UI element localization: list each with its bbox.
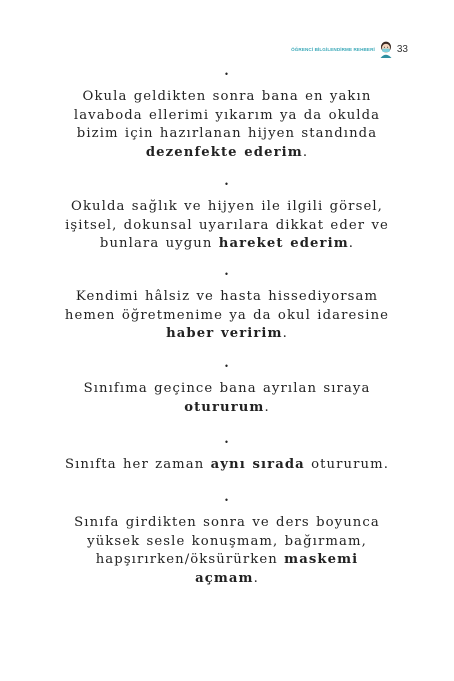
text-line: Sınıfıma geçince bana ayrılan sıraya <box>83 381 371 396</box>
bold-phrase: açmam <box>195 570 254 586</box>
bullet: • <box>224 270 230 279</box>
text-line <box>0 456 454 475</box>
text-line <box>0 551 454 570</box>
bold-phrase: maskemi <box>284 552 359 567</box>
text-line: Okulda sağlık ve hijyen ile ilgili görsel, <box>71 199 383 214</box>
student-with-mask-icon <box>379 40 393 58</box>
text-end: otururum. <box>304 457 390 472</box>
rule-item-4 <box>0 362 454 417</box>
text-pre: Sınıfta her zaman <box>64 457 211 472</box>
text-line: Sınıfa girdikten sonra ve ders boyunca <box>74 515 380 530</box>
text-line <box>0 399 454 418</box>
text-end: . <box>264 399 270 415</box>
text-line <box>0 325 454 344</box>
bullet: • <box>224 70 230 79</box>
text-end: . <box>348 236 355 251</box>
text-line: Kendimi hâlsiz ve hasta hissediyorsam <box>75 289 379 304</box>
text-pre: hapşırırken/öksürürken <box>95 552 285 567</box>
bullet: • <box>224 438 230 447</box>
bold-phrase: otururum <box>184 399 265 415</box>
text-line: lavaboda ellerimi yıkarım ya da okulda <box>73 107 381 123</box>
text-line: yüksek sesle konuşmam, bağırmam, <box>87 533 367 549</box>
rule-item-5 <box>0 438 454 475</box>
bold-phrase: hareket ederim <box>218 236 349 251</box>
text-line: işitsel, dokunsal uyarılara dikkat eder ve <box>65 217 389 233</box>
rule-item-1 <box>0 70 454 162</box>
text-pre: bunlara uygun <box>99 236 219 251</box>
header-title: ÖĞRENCİ BİLGİLENDİRME REHBERİ <box>291 46 375 52</box>
text-line: Okula geldikten sonra bana en yakın <box>82 89 372 104</box>
bullet: • <box>224 180 230 189</box>
page-header <box>291 40 408 58</box>
text-line <box>0 144 454 163</box>
text-line: bizim için hazırlanan hijyen standında <box>76 126 378 141</box>
text-line <box>0 570 454 589</box>
text-end: . <box>282 326 288 341</box>
text-line: hemen öğretmenime ya da okul idaresine <box>64 307 390 323</box>
page-number: 33 <box>396 43 408 55</box>
text-line <box>0 235 454 254</box>
bullet: • <box>224 362 230 371</box>
rule-item-3 <box>0 270 454 344</box>
bold-phrase: dezenfekte ederim <box>145 144 303 160</box>
bold-phrase: aynı sırada <box>210 457 305 472</box>
bold-phrase: haber veririm <box>166 326 283 341</box>
rule-item-6 <box>0 496 454 588</box>
text-end: . <box>302 144 309 160</box>
rule-item-2 <box>0 180 454 254</box>
bullet: • <box>224 496 230 505</box>
text-end: . <box>253 570 259 586</box>
